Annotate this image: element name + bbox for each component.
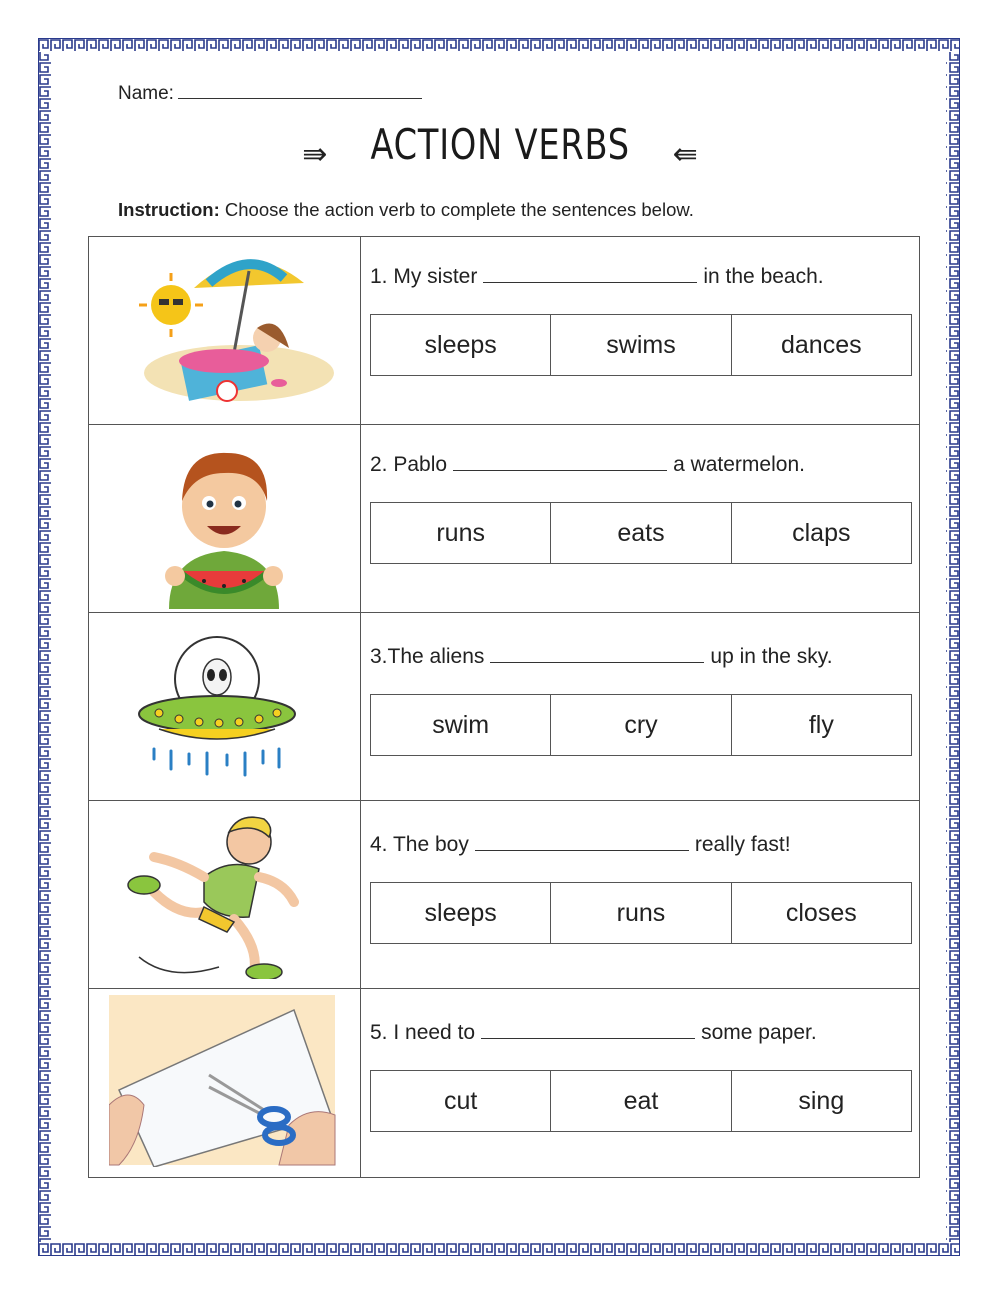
picture-cell [89,237,361,424]
sentence-end: in the beach. [703,265,824,288]
answer-choices [370,694,912,756]
picture-cell [89,613,361,800]
sentence [370,833,791,857]
sentence-start: 5. I need to [370,1021,476,1044]
choice-button[interactable]: claps [792,518,851,547]
choice-button[interactable]: fly [808,710,834,739]
sentence [370,265,824,289]
title-area [0,120,1000,172]
choice-button[interactable]: runs [371,503,551,563]
choice-button[interactable]: sleeps [371,315,551,375]
name-field[interactable] [118,82,422,105]
sentence-end: some paper. [701,1021,817,1044]
answer-blank[interactable] [490,646,704,663]
sentence [370,1021,817,1045]
sentence-end: a watermelon. [673,453,805,476]
sentence-end: up in the sky. [710,645,833,668]
choice-button[interactable]: cry [551,695,731,755]
answer-blank[interactable] [483,266,697,283]
page-title: ACTION VERBS [370,120,630,169]
picture-cell [89,989,361,1177]
question-row [89,801,919,989]
question-row [89,237,919,425]
choice-button[interactable]: dances [781,330,862,359]
name-label: Name: [118,83,174,104]
answer-choices [370,502,912,564]
answer-blank[interactable] [481,1022,695,1039]
boy-running-icon [109,807,339,979]
sentence [370,453,805,477]
sentence-start: 4. The boy [370,833,469,856]
picture-cell [89,801,361,988]
right-arrows-icon: ⇚ [672,138,698,172]
choice-button[interactable]: eat [551,1071,731,1131]
boy-eating-watermelon-icon [109,431,339,609]
choice-button[interactable]: swim [371,695,551,755]
question-row [89,425,919,613]
sentence-start: 1. My sister [370,265,478,288]
choice-button[interactable]: cut [371,1071,551,1131]
answer-blank[interactable] [453,454,667,471]
choice-button[interactable]: sleeps [371,883,551,943]
answer-blank[interactable] [475,834,689,851]
choice-button[interactable]: closes [785,898,857,927]
alien-ufo-icon [109,619,339,791]
left-arrows-icon: ⇛ [302,138,328,172]
instruction-label: Instruction: [118,199,220,220]
question-row [89,989,919,1177]
name-blank-line[interactable] [178,82,422,99]
choice-button[interactable]: sing [798,1086,845,1115]
scissors-cutting-paper-icon [109,995,339,1167]
picture-cell [89,425,361,612]
instruction-text: Choose the action verb to complete the sentences below. [219,199,694,220]
worksheet-table [88,236,920,1178]
sentence-start: 2. Pablo [370,453,448,476]
answer-choices [370,1070,912,1132]
sentence-end: really fast! [694,833,791,856]
instruction [118,199,694,221]
girl-sunbathing-beach-icon [109,243,339,415]
choice-button[interactable]: swims [551,315,731,375]
choice-button[interactable]: eats [551,503,731,563]
sentence-start: 3.The aliens [370,645,485,668]
sentence [370,645,833,669]
choice-button[interactable]: runs [551,883,731,943]
answer-choices [370,314,912,376]
answer-choices [370,882,912,944]
question-row [89,613,919,801]
